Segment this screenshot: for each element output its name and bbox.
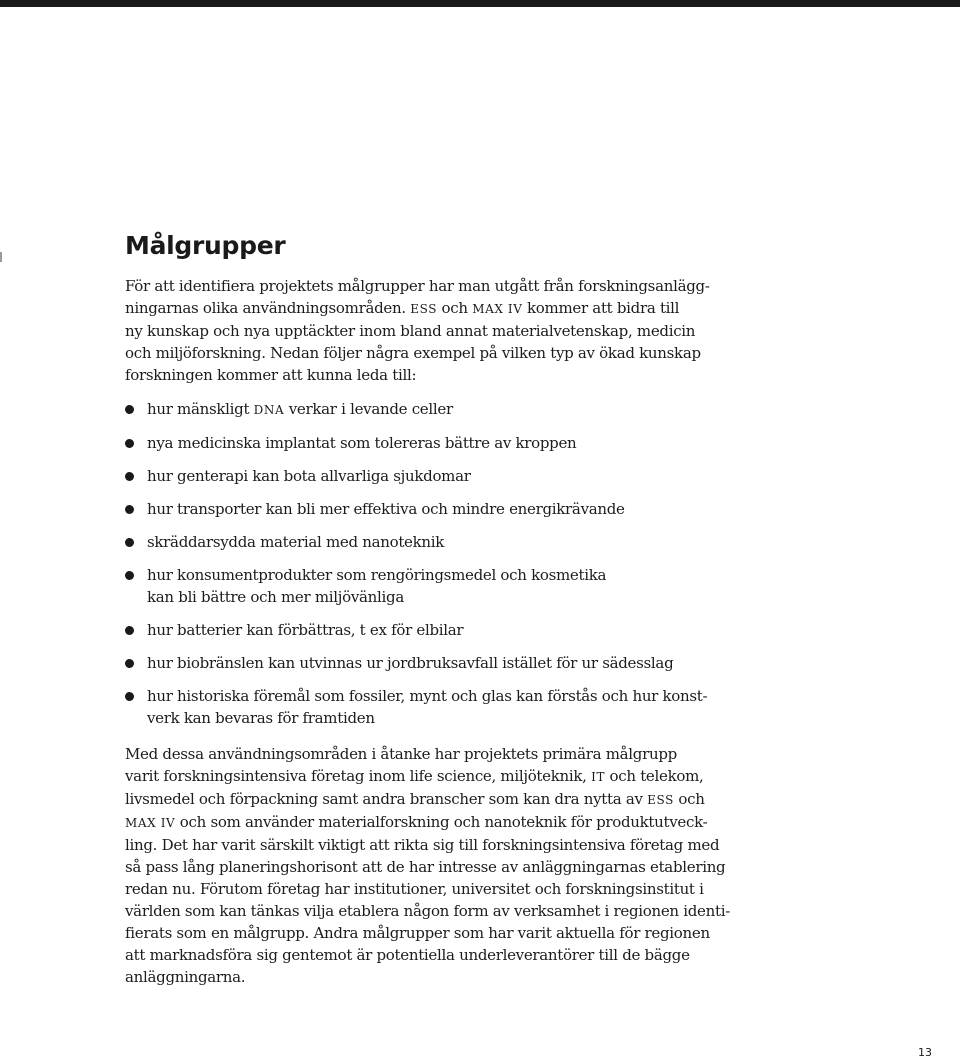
list-item: [125, 465, 745, 487]
list-item-text: skräddarsydda material med nanoteknik: [147, 533, 445, 551]
list-item-text: nya medicinska implantat som tolereras bättre av kroppen: [147, 434, 577, 452]
ess-abbr: ESS: [410, 302, 438, 316]
bullet-icon: [125, 571, 134, 580]
top-rule: [0, 0, 960, 7]
bullet-icon: [125, 472, 134, 481]
max-iv-abbr: MAX IV: [125, 816, 176, 830]
max-iv-abbr: MAX IV: [472, 302, 523, 316]
dna-abbr: DNA: [253, 403, 285, 417]
page-content: [125, 226, 745, 988]
list-item-text: hur transporter kan bli mer effektiva och mindre energikrävande: [147, 500, 625, 518]
list-item: [125, 564, 745, 608]
list-item: [125, 398, 745, 421]
bullet-icon: [125, 439, 134, 448]
closing-paragraph: [125, 743, 745, 988]
section-heading: Målgrupper: [125, 231, 286, 260]
bullet-icon: [125, 626, 134, 635]
list-item: [125, 498, 745, 520]
intro-text: kommer att bidra till: [522, 299, 680, 317]
list-item-text: hur konsumentprodukter som rengöringsmedel och kosmetika kan bli bättre och mer miljövänliga: [147, 566, 607, 606]
list-item-text: hur genterapi kan bota allvarliga sjukdomar: [147, 467, 471, 485]
list-item-text: hur historiska föremål som fossiler, mynt och glas kan förstås och hur konst- verk kan bevaras för framtiden: [147, 687, 708, 727]
closing-text: Med dessa användningsområden i åtanke har projektets primära målgrupp varit forskningsintensiva företag inom life science, miljöteknik,: [125, 745, 677, 785]
knowledge-list: [125, 398, 745, 729]
list-item-text: hur batterier kan förbättras, t ex för elbilar: [147, 621, 464, 639]
list-item: [125, 619, 745, 641]
list-item: [125, 432, 745, 454]
bullet-icon: [125, 538, 134, 547]
list-item-text: hur biobränslen kan utvinnas ur jordbruksavfall istället för ur sädesslag: [147, 654, 674, 672]
closing-text: och som använder materialforskning och nanoteknik för produktutveck- ling. Det har varit särskilt viktigt att rikta sig till forskningsintensiva företag med så pass lång planeringshorisont att de har intresse av anläggningarnas etablering redan nu. Förutom företag har institutioner, universitet och forskningsinstitut i världen som kan tänkas vilja etablera någon form av verksamhet i regionen identi- fierats som en målgrupp. Andra målgrupper som har varit aktuella för regionen att marknadsföra sig gentemot är potentiella underleverantörer till de bägge anläggningarna.: [125, 813, 730, 986]
edge-mark: [0, 252, 2, 262]
intro-paragraph: [125, 275, 745, 386]
page-number: 13: [918, 1046, 932, 1059]
list-item: [125, 685, 745, 729]
intro-text: ningarnas olika användningsområden.: [125, 299, 411, 317]
list-item: [125, 531, 745, 553]
closing-text: och: [678, 790, 705, 808]
it-abbr: IT: [591, 770, 606, 784]
bullet-icon: [125, 692, 134, 701]
list-item: [125, 652, 745, 674]
ess-abbr: ESS: [647, 793, 674, 807]
list-item-text: verkar i levande celler: [284, 400, 453, 418]
bullet-icon: [125, 405, 134, 414]
bullet-icon: [125, 659, 134, 668]
intro-text: ny kunskap och nya upptäckter inom bland annat materialvetenskap, medicin och miljöforskning. Nedan följer några exempel på vilken typ av ökad kunskap forskningen kommer att kunna leda till:: [125, 322, 701, 384]
closing-text: och telekom, livsmedel och förpackning samt andra branscher som kan dra nytta av: [125, 767, 704, 808]
bullet-icon: [125, 505, 134, 514]
intro-line-1: För att identifiera projektets målgrupper har man utgått från forskningsanlägg-: [125, 277, 710, 295]
intro-text: och: [437, 299, 473, 317]
list-item-text: hur mänskligt: [147, 400, 254, 418]
